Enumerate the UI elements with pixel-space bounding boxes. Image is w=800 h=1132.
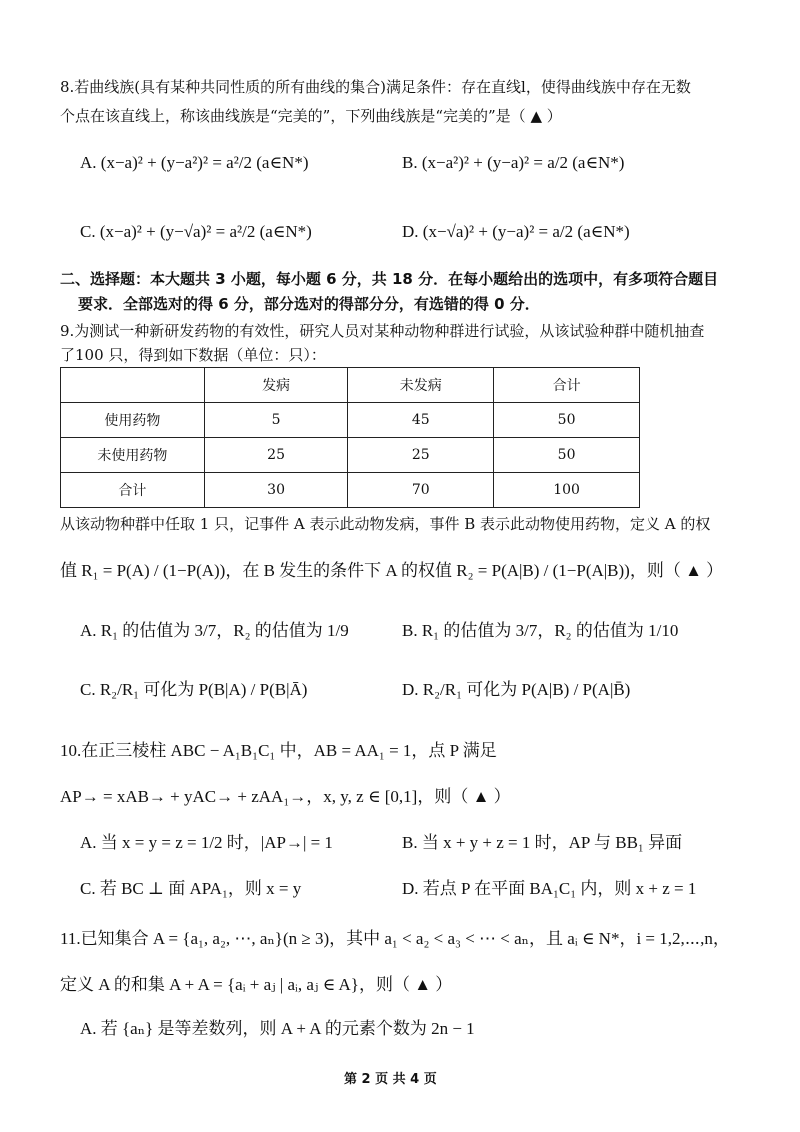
table-cell: 5 (204, 403, 348, 438)
table-cell: 25 (348, 438, 494, 473)
q9-data-table (60, 367, 640, 508)
table-cell: 50 (494, 403, 640, 438)
table-header-cell: 发病 (204, 368, 348, 403)
q8-option-c: C. (x−a)² + (y−√a)² = a²/2 (a∈N*) (80, 222, 312, 241)
table-header-cell: 未发病 (348, 368, 494, 403)
section-2-instructions-line1: 二、选择题：本大题共 3 小题，每小题 6 分，共 18 分．在每小题给出的选项中，有多项符合题目 (60, 270, 719, 288)
q9-option-b: B. R₁ 的估值为 3/7，R₂ 的估值为 1/10 (402, 621, 679, 640)
q9-stem-line1: 9.为测试一种新研发药物的有效性，研究人员对某种动物种群进行试验，从该试验种群中随机抽查 (60, 322, 705, 340)
q9-stem-line2: 了100 只，得到如下数据（单位：只）： (60, 346, 326, 364)
q10-stem-line2: AP→ = xAB→ + yAC→ + zAA₁→，x, y, z ∈ [0,1]，则（ ▲ ） (60, 787, 511, 806)
table-cell: 45 (348, 403, 494, 438)
q8-option-b: B. (x−a²)² + (y−a)² = a/2 (a∈N*) (402, 153, 625, 172)
q9-option-d: D. R₂/R₁ 可化为 P(A|B) / P(A|B̄) (402, 680, 631, 699)
q10-option-b: B. 当 x + y + z = 1 时，AP 与 BB₁ 异面 (402, 833, 683, 852)
table-row (61, 403, 640, 438)
table-cell: 50 (494, 438, 640, 473)
q8-stem-line2: 个点在该直线上，称该曲线族是“完美的”，下列曲线族是“完美的”是（ ▲ ） (60, 107, 562, 125)
q8-option-a: A. (x−a)² + (y−a²)² = a²/2 (a∈N*) (80, 153, 309, 172)
table-row (61, 473, 640, 508)
q8-stem-line1: 8.若曲线族(具有某种共同性质的所有曲线的集合)满足条件：存在直线l，使得曲线族中存在无数 (60, 78, 691, 96)
table-header-cell: 合计 (494, 368, 640, 403)
q9-definition-line1: 从该动物种群中任取 1 只，记事件 A 表示此动物发病，事件 B 表示此动物使用药物，定义 A 的权 (60, 515, 711, 533)
table-row (61, 438, 640, 473)
table-cell: 未使用药物 (61, 438, 205, 473)
q11-stem-line1: 11.已知集合 A = {a₁, a₂, ⋯, aₙ}(n ≥ 3)，其中 a₁ < a₂ < a₃ < ⋯ < aₙ，且 aᵢ ∈ N*，i = 1,2,⋯,n， (60, 929, 730, 948)
table-header-row (61, 368, 640, 403)
table-cell: 70 (348, 473, 494, 508)
table-header-cell (61, 368, 205, 403)
table-cell: 100 (494, 473, 640, 508)
q11-option-a: A. 若 {aₙ} 是等差数列，则 A + A 的元素个数为 2n − 1 (80, 1019, 475, 1038)
q9-definition-line2: 值 R₁ = P(A) / (1−P(A))，在 B 发生的条件下 A 的权值 R₂ = P(A|B) / (1−P(A|B))，则（ ▲ ） (60, 561, 724, 580)
q10-option-d: D. 若点 P 在平面 BA₁C₁ 内，则 x + z = 1 (402, 879, 697, 898)
q10-option-c: C. 若 BC ⊥ 面 APA₁，则 x = y (80, 879, 302, 898)
q9-option-c: C. R₂/R₁ 可化为 P(B|A) / P(B|Ā) (80, 680, 308, 699)
table-cell: 30 (204, 473, 348, 508)
table-cell: 25 (204, 438, 348, 473)
q8-option-d: D. (x−√a)² + (y−a)² = a/2 (a∈N*) (402, 222, 630, 241)
page-footer: 第 2 页 共 4 页 (344, 1072, 437, 1087)
section-2-instructions-line2: 要求．全部选对的得 6 分，部分选对的得部分分，有选错的得 0 分． (78, 295, 540, 313)
table-cell: 合计 (61, 473, 205, 508)
q11-stem-line2: 定义 A 的和集 A + A = {aᵢ + aⱼ | aᵢ, aⱼ ∈ A}，则（ ▲ ） (60, 975, 453, 994)
table-cell: 使用药物 (61, 403, 205, 438)
q10-option-a: A. 当 x = y = z = 1/2 时，|AP→| = 1 (80, 833, 333, 852)
q9-option-a: A. R₁ 的估值为 3/7，R₂ 的估值为 1/9 (80, 621, 349, 640)
q10-stem-line1: 10.在正三棱柱 ABC − A₁B₁C₁ 中，AB = AA₁ = 1，点 P 满足 (60, 741, 497, 760)
